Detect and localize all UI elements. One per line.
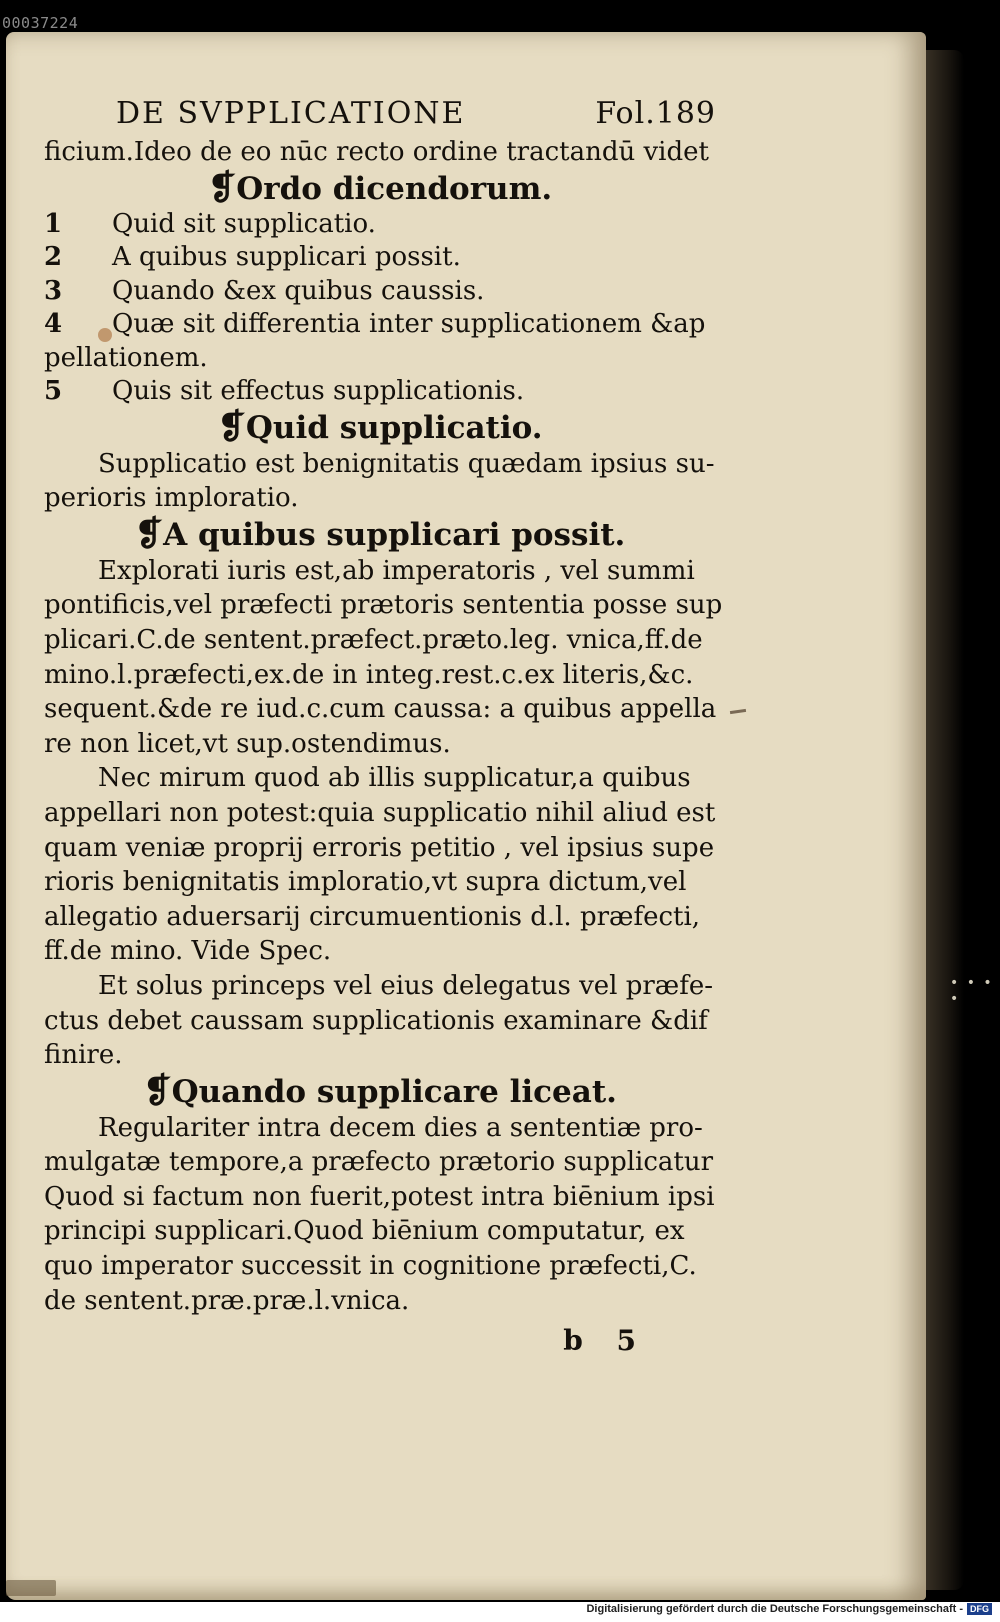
text-line: de sentent.præ.præ.l.vnica. (44, 1285, 410, 1316)
section-heading: ❡Quando supplicare liceat. (143, 1070, 617, 1111)
pilcrow-icon: ❡ (134, 513, 164, 554)
dfg-logo-icon: DFG (967, 1603, 992, 1615)
text-line: appellari non potest:quia supplicatio nihil aliud est (44, 797, 716, 828)
text-line: ff.de mino. Vide Spec. (44, 936, 332, 967)
shelf-label (6, 1580, 56, 1596)
signature-mark: b 5 (563, 1324, 636, 1358)
text-line: plicari.C.de sentent.præfect.præto.leg. vnica,ff.de (44, 624, 703, 655)
text-line: Et solus princeps vel eius delegatus vel præfe- (98, 970, 714, 1001)
folio-number: Fol.189 (595, 96, 716, 131)
funding-credit (586, 1603, 992, 1615)
edge-marks: • • • • (950, 975, 994, 1007)
text-line: Explorati iuris est,ab imperatoris , vel summi (98, 555, 695, 586)
page-mark (730, 709, 746, 714)
funding-text: Digitalisierung gefördert durch die Deutsche Forschungsgemeinschaft - (586, 1603, 963, 1615)
text-line: Quod si factum non fuerit,potest intra biēnium ipsi (44, 1181, 715, 1212)
list-item: 2 A quibus supplicari possit. (44, 242, 461, 273)
text-line: Regulariter intra decem dies a sententiæ pro- (98, 1112, 703, 1143)
list-item-continuation: pellationem. (44, 342, 208, 373)
text-line: ctus debet caussam supplicationis examinare &dif (44, 1005, 708, 1036)
running-header (44, 96, 716, 131)
text-line: perioris imploratio. (44, 483, 299, 514)
section-heading: ❡Quid supplicatio. (217, 406, 543, 447)
pilcrow-icon: ❡ (217, 406, 246, 447)
text-line: Nec mirum quod ab illis supplicatur,a quibus (98, 763, 691, 794)
text-line: principi supplicari.Quod biēnium computatur, ex (44, 1216, 685, 1247)
text-line: Supplicatio est benignitatis quædam ipsius su- (98, 448, 715, 479)
text-line: quam veniæ proprij erroris petitio , vel ipsius supe (44, 832, 715, 863)
order-heading: ❡Ordo dicendorum. (207, 167, 553, 208)
text-line: allegatio aduersarij circumuentionis d.l. præfecti, (44, 901, 701, 932)
text-line: sequent.&de re iud.c.cum caussa: a quibus appella (44, 694, 717, 725)
text-line: mino.l.præfecti,ex.de in integ.rest.c.ex literis,&c. (44, 659, 694, 690)
list-item: 1 Quid sit supplicatio. (44, 208, 376, 239)
list-item: 4 Quæ sit differentia inter supplicationem &ap (44, 309, 706, 340)
text-line: quo imperator successit in cognitione præfecti,C. (44, 1251, 697, 1282)
list-item: 3 Quando &ex quibus caussis. (44, 275, 485, 306)
contents-list (44, 208, 716, 409)
text-line: rioris benignitatis imploratio,vt supra dictum,vel (44, 867, 687, 898)
text-line: re non licet,vt sup.ostendimus. (44, 728, 451, 759)
pilcrow-icon: ❡ (207, 167, 237, 208)
intro-line: ficium.Ideo de eo nūc recto ordine tractandū videt (44, 137, 709, 167)
list-item: 5 Quis sit effectus supplicationis. (44, 376, 525, 407)
pilcrow-icon: ❡ (143, 1070, 172, 1111)
book-fore-edge (924, 50, 964, 1590)
scan-id-label: 00037224 (2, 14, 79, 32)
running-title: DE SVPPLICATIONE (116, 96, 466, 131)
page-text (44, 96, 723, 1358)
text-line: finire. (44, 1040, 123, 1071)
text-line: pontificis,vel præfecti prætoris sententia posse sup (44, 590, 723, 621)
section-heading: ❡A quibus supplicari possit. (134, 513, 626, 554)
text-line: mulgatæ tempore,a præfecto prætorio supplicatur (44, 1147, 714, 1178)
